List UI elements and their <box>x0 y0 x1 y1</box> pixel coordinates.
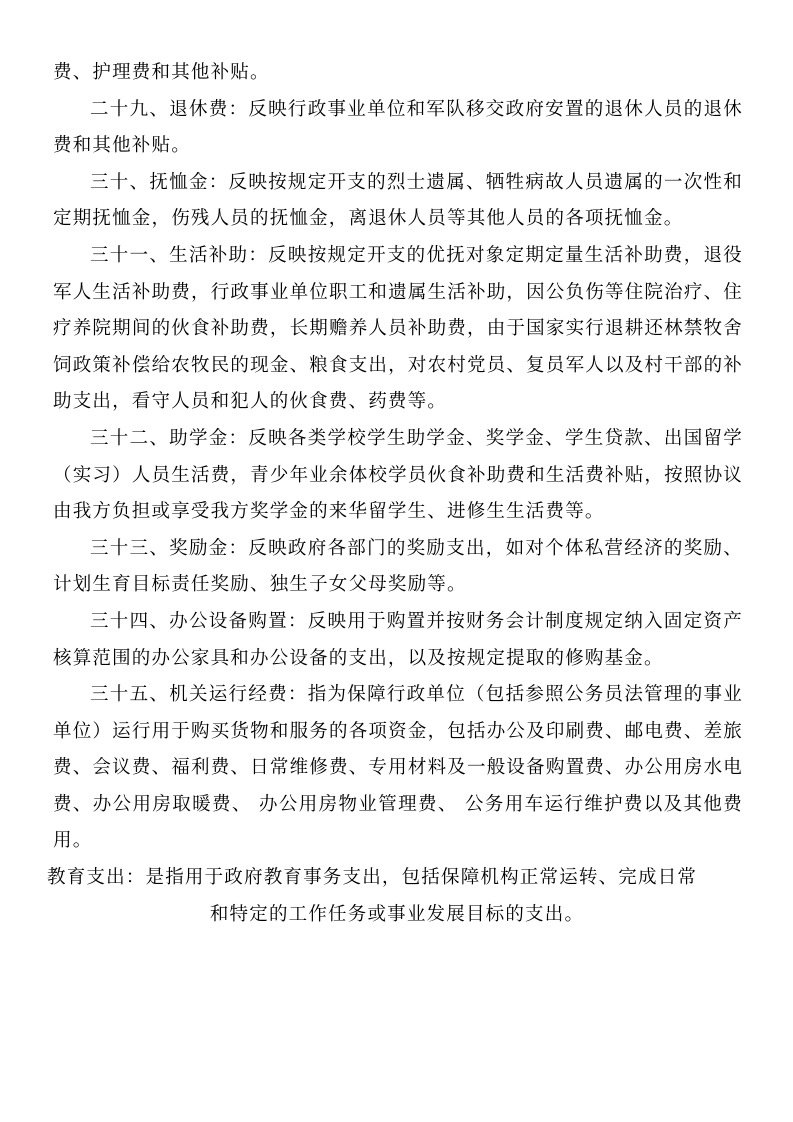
education-line-2: 和特定的工作任务或事业发展目标的支出。 <box>209 903 585 925</box>
paragraph-living-subsidy: 三十一、生活补助：反映按规定开支的优抚对象定期定量生活补助费，退役军人生活补助费，行政事业单位职工和遗属生活补助，因公负伤等住院治疗、住疗养院期间的伙食补助费，长期赡养人员补助费，由于国家实行退耕还林禁牧舍饲政策补偿给农牧民的现金、粮食支出，对农村党员、复员军人以及村干部的补助支出，看守人员和犯人的伙食费、药费等。 <box>53 244 743 413</box>
paragraph-retirement-fee: 二十九、退休费：反映行政事业单位和军队移交政府安置的退休人员的退休费和其他补贴。 <box>53 98 743 157</box>
paragraph-pension: 三十、抚恤金：反映按规定开支的烈士遗属、牺牲病故人员遗属的一次性和定期抚恤金，伤残人员的抚恤金，离退休人员等其他人员的各项抚恤金。 <box>53 171 743 230</box>
education-line-1: 教育支出：是指用于政府教育事务支出，包括保障机构正常运转、完成日常 <box>47 867 698 889</box>
paragraph-operating-expenses: 三十五、机关运行经费：指为保障行政单位（包括参照公务员法管理的事业单位）运行用于购买货物和服务的各项资金，包括办公及印刷费、邮电费、差旅费、会议费、福利费、日常维修费、专用材料及一般设备购置费、办公用房水电费、办公用房取暖费、 办公用房物业管理费、 公务用车运行维护费以及其他费用。 <box>53 684 743 852</box>
paragraph-continuation: 费、护理费和其他补贴。 <box>53 62 270 83</box>
education-expenditure-block <box>47 860 747 933</box>
paragraph-office-equipment: 三十四、办公设备购置：反映用于购置并按财务会计制度规定纳入固定资产核算范围的办公家具和办公设备的支出，以及按规定提取的修购基金。 <box>53 610 743 669</box>
paragraph-award: 三十三、奖励金：反映政府各部门的奖励支出，如对个体私营经济的奖励、计划生育目标责任奖励、独生子女父母奖励等。 <box>53 537 743 596</box>
document-body <box>47 55 743 933</box>
paragraph-scholarship: 三十二、助学金：反映各类学校学生助学金、奖学金、学生贷款、出国留学（实习）人员生活费，青少年业余体校学员伙食补助费和生活费补贴，按照协议由我方负担或享受我方奖学金的来华留学生、进修生生活费等。 <box>53 427 743 523</box>
